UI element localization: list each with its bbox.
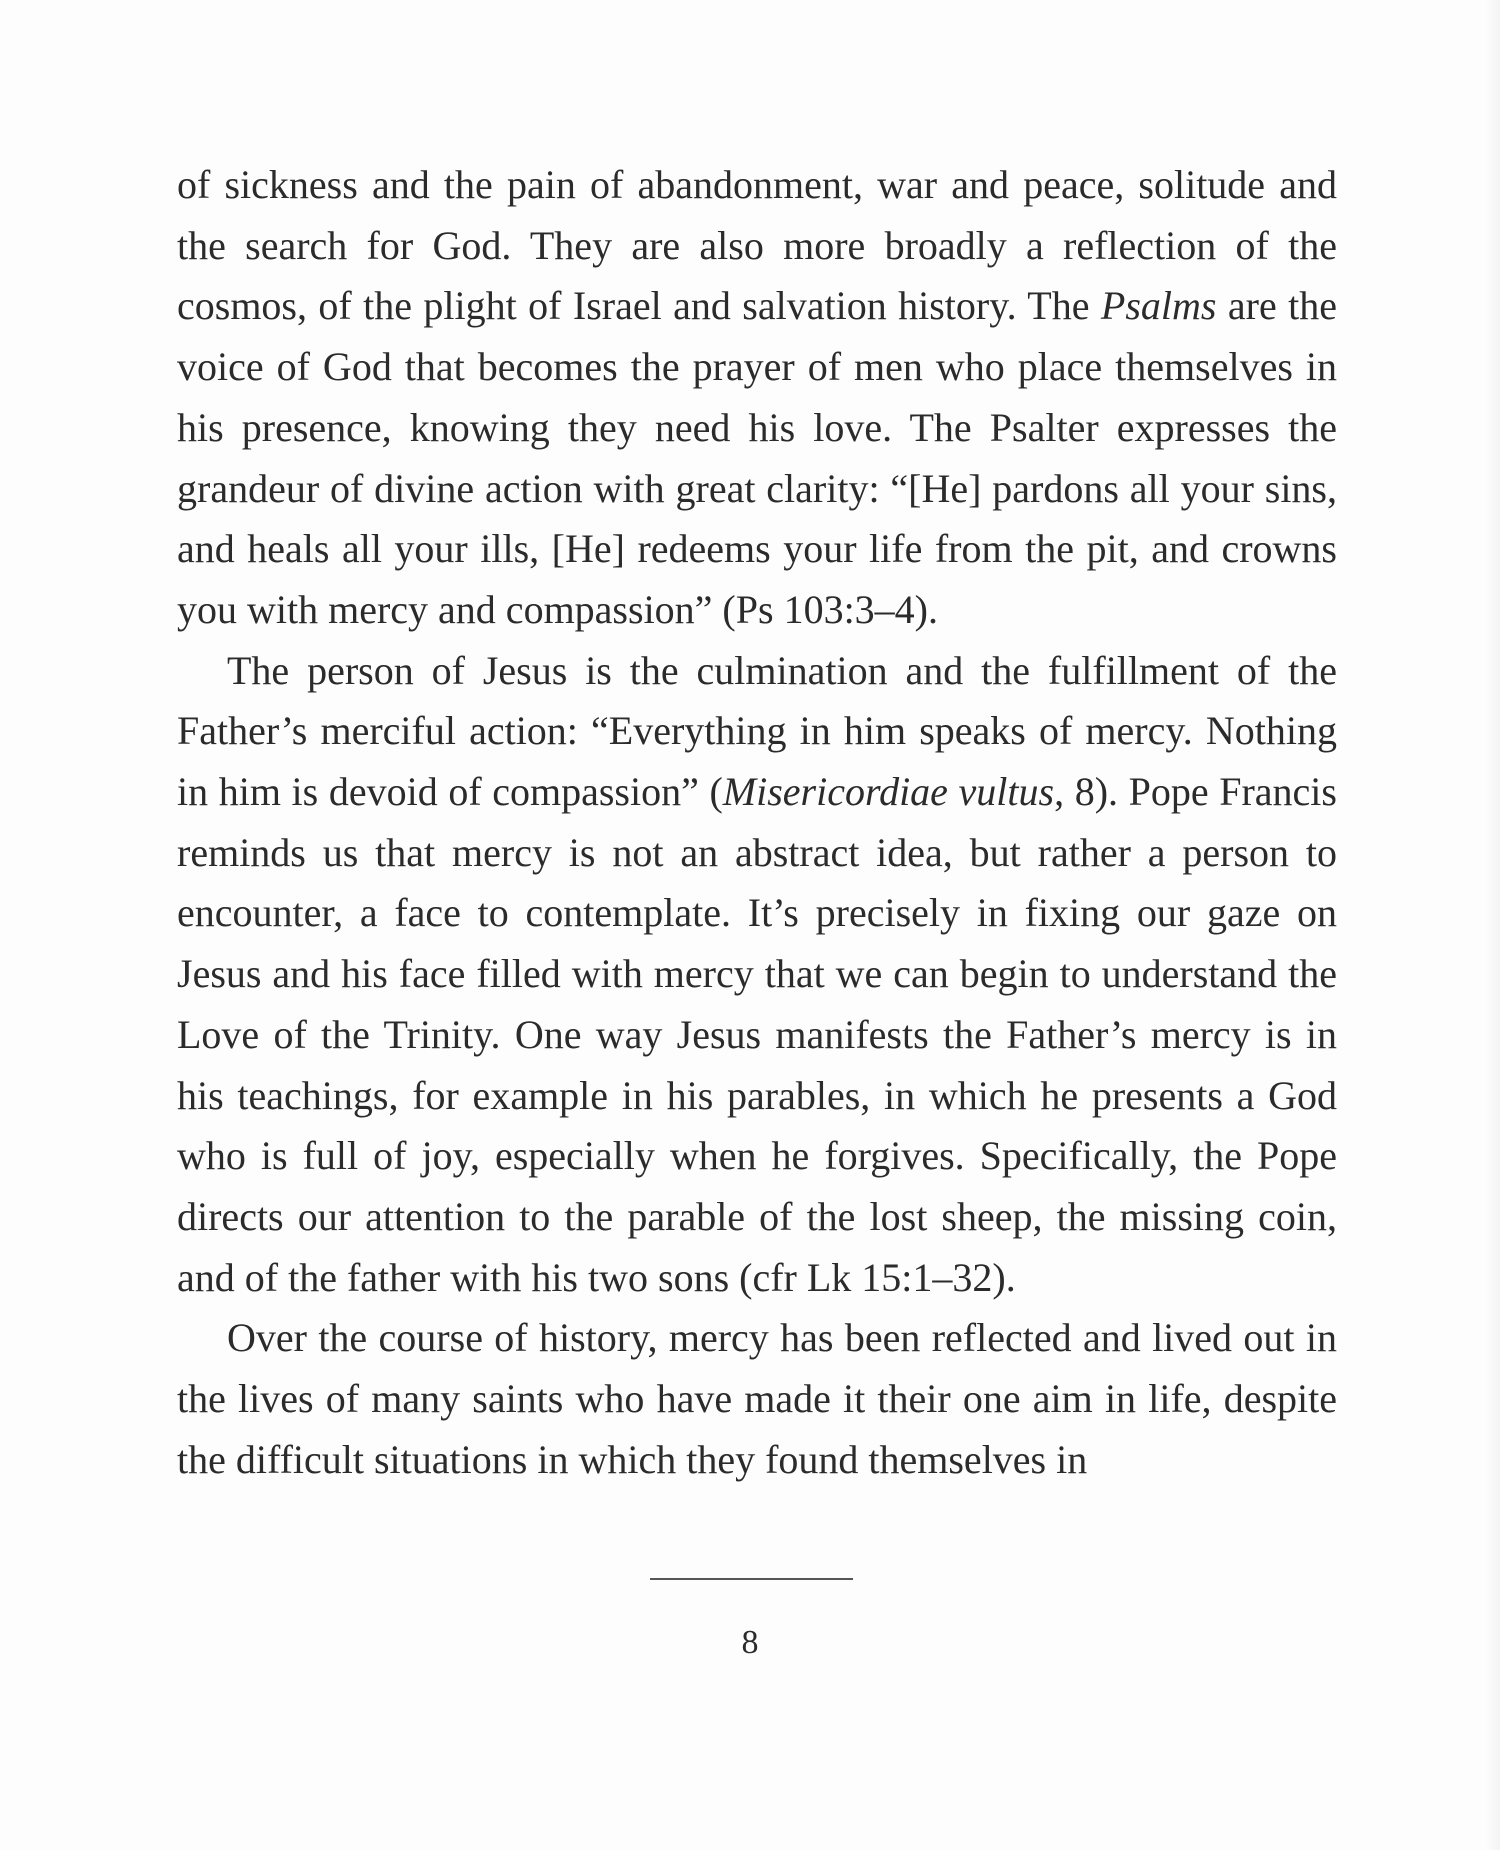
body-text: [177, 155, 1337, 1490]
paragraph-1-text-a: of sickness and the pain of abandonment, war and peace, solitude and the search for God. They are also more broadly a reflection of the cosmos, of the plight of Israel and salvation history. The: [177, 162, 1337, 329]
psalms-title-italic: Psalms: [1100, 283, 1217, 329]
paragraph-jesus: [177, 641, 1337, 1309]
page-edge-shadow: [1486, 0, 1500, 1850]
paragraph-2-text-a: The person of Jesus is the culmination and the fulfillment of the Father’s merciful action: “Everything in him speaks of mercy. Nothing in him is devoid of compassion” (: [177, 647, 1337, 815]
page-number: 8: [741, 1624, 759, 1661]
paragraph-1-text-b: are the voice of God that becomes the prayer of men who place themselves in his presence, knowing they need his love. The Psalter expresses the grandeur of divine action with great clarity: “[He] pardons all your sins, and heals all your ills, [He] redeems your life from the pit, and crowns you with mercy and compassion” (Ps 103:3–4).: [177, 283, 1337, 632]
paragraph-2-text-b: , 8). Pope Francis reminds us that mercy is not an abstract idea, but rather a person to encounter, a face to contemplate. It’s precisely in fixing our gaze on Jesus and his face filled with mercy that we can begin to understand the Love of the Trinity. One way Jesus manifests the Father’s mercy is in his teachings, for example in his parables, in which he presents a God who is full of joy, especially when he forgives. Specifically, the Pope directs our attention to the parable of the lost sheep, the missing coin, and of the father with his two sons (cfr Lk 15:1–32).: [177, 769, 1337, 1300]
misericordiae-vultus-italic: Misericordiae vultus: [722, 769, 1055, 815]
paragraph-3-text: Over the course of history, mercy has been reflected and lived out in the lives of many saints who have made it their one aim in life, despite the difficult situations in which they found themselves in: [177, 1315, 1337, 1482]
paragraph-psalms: [177, 155, 1337, 641]
footer-rule: [650, 1578, 853, 1580]
paragraph-saints: [177, 1308, 1337, 1490]
